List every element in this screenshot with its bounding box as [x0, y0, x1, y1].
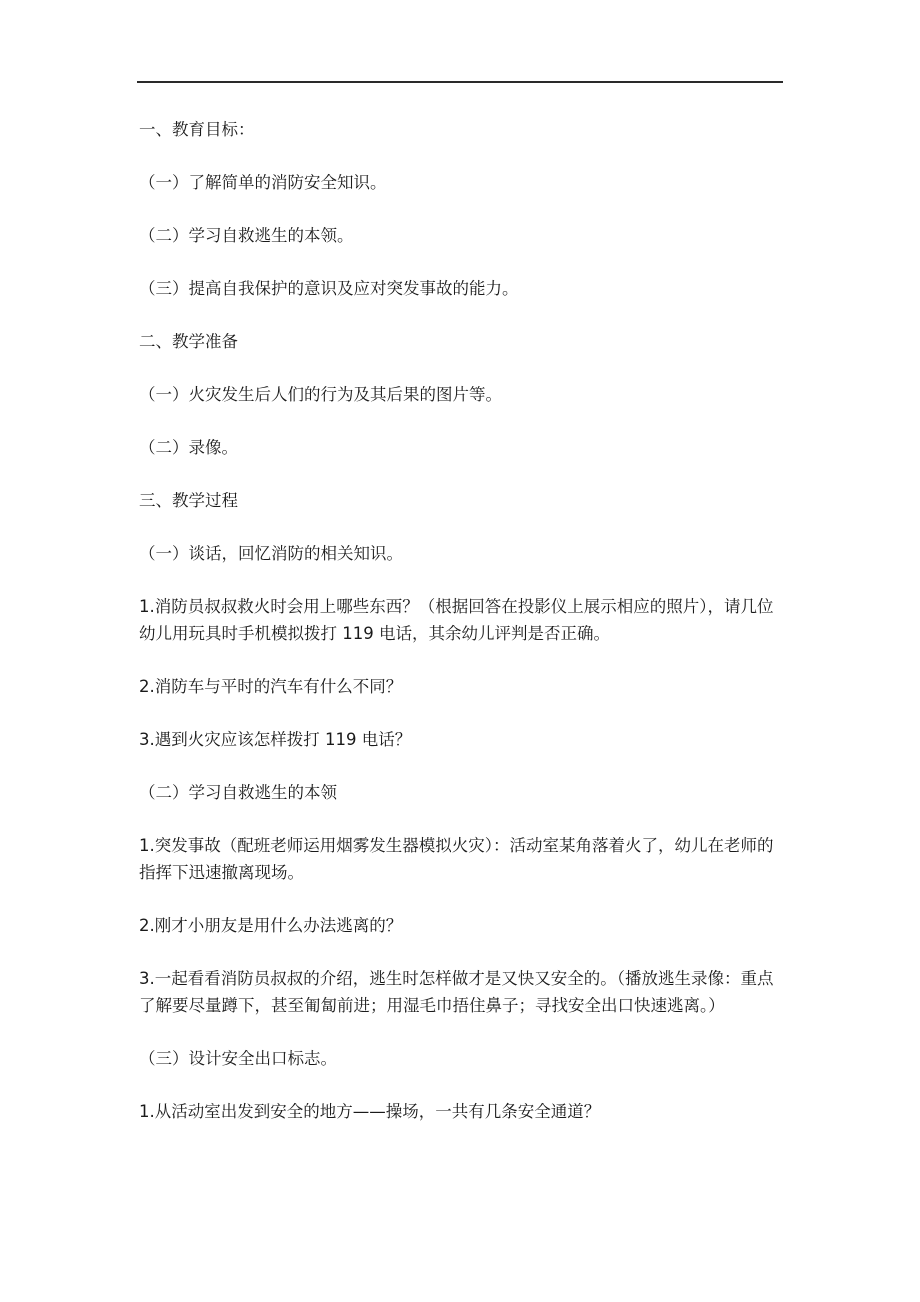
process-1-step-2: 2.消防车与平时的汽车有什么不同？: [139, 677, 403, 696]
document-body: [139, 112, 787, 1125]
prep-item-2: （二）录像。: [139, 438, 238, 457]
process-1-step-1: 1.消防员叔叔救火时会用上哪些东西？（根据回答在投影仪上展示相应的照片），请几位幼儿用玩具时手机模拟拨打 119 电话，其余幼儿评判是否正确。: [139, 597, 774, 643]
heading-teaching-preparation: 二、教学准备: [139, 332, 238, 351]
process-2-step-2: 2.刚才小朋友是用什么办法逃离的？: [139, 916, 403, 935]
goal-item-3: （三）提高自我保护的意识及应对突发事故的能力。: [139, 279, 519, 298]
process-3-step-1: 1.从活动室出发到安全的地方——操场，一共有几条安全通道？: [139, 1102, 601, 1121]
header-rule: [137, 81, 783, 83]
goal-item-2: （二）学习自救逃生的本领。: [139, 226, 354, 245]
goal-item-1: （一）了解简单的消防安全知识。: [139, 173, 387, 192]
process-1-step-3: 3.遇到火灾应该怎样拨打 119 电话？: [139, 730, 412, 749]
process-section-1: （一）谈话，回忆消防的相关知识。: [139, 544, 403, 563]
process-section-2: （二）学习自救逃生的本领: [139, 783, 337, 802]
prep-item-1: （一）火灾发生后人们的行为及其后果的图片等。: [139, 385, 502, 404]
process-2-step-1: 1.突发事故（配班老师运用烟雾发生器模拟火灾）：活动室某角落着火了，幼儿在老师的指挥下迅速撤离现场。: [139, 836, 774, 882]
heading-teaching-process: 三、教学过程: [139, 491, 238, 510]
heading-education-goals: 一、教育目标：: [139, 120, 255, 139]
process-2-step-3: 3.一起看看消防员叔叔的介绍，逃生时怎样做才是又快又安全的。（播放逃生录像：重点了解要尽量蹲下，甚至匍匐前进；用湿毛巾捂住鼻子；寻找安全出口快速逃离。）: [139, 969, 774, 1015]
process-section-3: （三）设计安全出口标志。: [139, 1049, 337, 1068]
